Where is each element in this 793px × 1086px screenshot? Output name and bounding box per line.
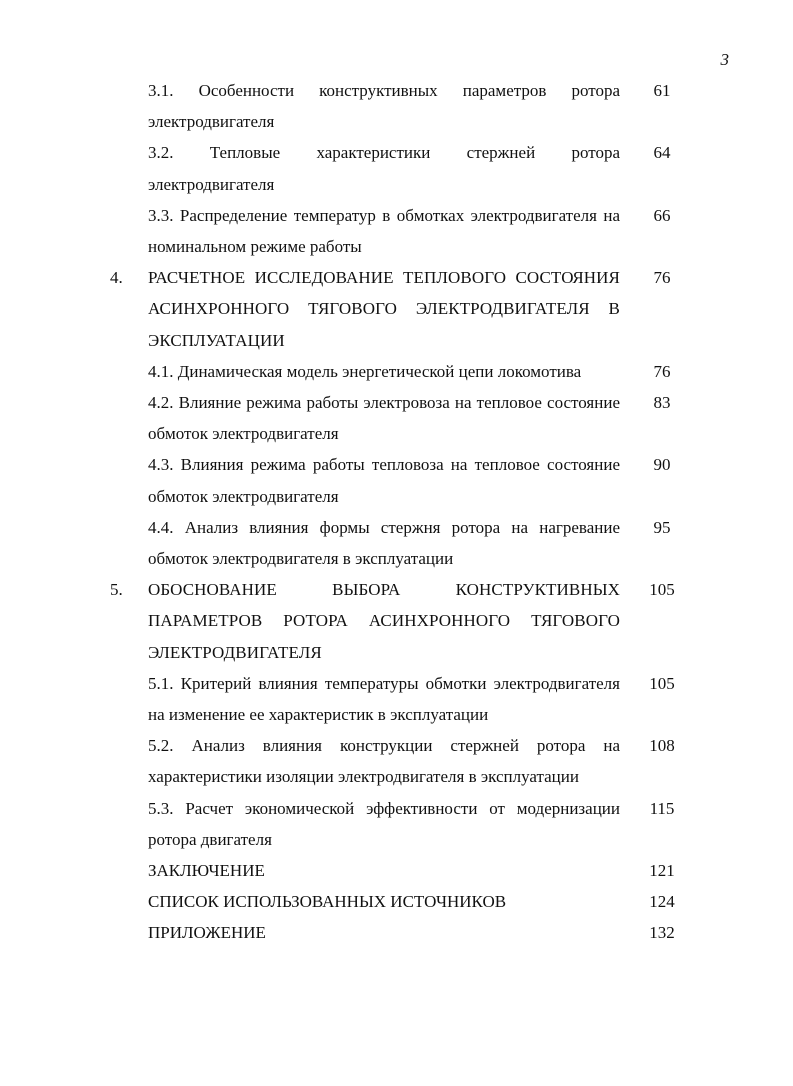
toc-entry-title: ЗАКЛЮЧЕНИЕ	[148, 861, 265, 881]
toc-entry-4	[0, 262, 793, 356]
toc-entry-page: 76	[653, 268, 671, 288]
toc-entry-number: 4.	[110, 268, 123, 288]
toc-entry-title: РАСЧЕТНОЕ ИССЛЕДОВАНИЕ ТЕПЛОВОГО СОСТОЯНИЯ АСИНХРОННОГО ТЯГОВОГО ЭЛЕКТРОДВИГАТЕЛЯ В ЭКСПЛУАТАЦИИ	[148, 268, 620, 350]
toc-entry-3-3	[0, 200, 793, 262]
toc-entry-3-2	[0, 137, 793, 199]
toc-entry-conclusion	[0, 855, 793, 886]
toc-entry-4-1	[0, 356, 793, 387]
toc-entry-4-3	[0, 449, 793, 511]
toc-entry-title: 4.3. Влияния режима работы тепловоза на тепловое состояние обмоток электродвигателя	[148, 455, 620, 506]
toc-entry-page: 132	[649, 923, 675, 943]
toc-entry-page: 83	[653, 393, 671, 413]
toc-entry-page: 124	[649, 892, 675, 912]
toc-entry-title: 4.4. Анализ влияния формы стержня ротора на нагревание обмоток электродвигателя в эксплуатации	[148, 517, 620, 569]
toc-entry-references	[0, 886, 793, 917]
toc-entry-title: 5.3. Расчет экономической эффективности от модернизации ротора двигателя	[148, 798, 620, 849]
toc-entry-page: 108	[649, 736, 675, 756]
toc-entry-page: 105	[649, 580, 675, 600]
toc-entry-page: 64	[653, 143, 671, 163]
toc-entry-4-2	[0, 387, 793, 449]
toc-entry-4-4	[0, 512, 793, 574]
toc-entry-5-3	[0, 793, 793, 855]
toc-entry-5	[0, 574, 793, 668]
toc-entry-title: 5.1. Критерий влияния температуры обмотки электродвигателя на изменение ее характеристик в эксплуатации	[148, 673, 620, 725]
toc-entry-title: 3.1. Особенности конструктивных параметров ротора электродвигателя	[148, 81, 620, 132]
toc-entry-page: 90	[653, 455, 671, 475]
toc-entry-page: 115	[649, 798, 675, 818]
toc-entry-number: 5.	[110, 580, 123, 600]
toc-entry-title: ПРИЛОЖЕНИЕ	[148, 923, 266, 943]
page-number: 3	[720, 50, 729, 69]
toc-entry-page: 66	[653, 205, 671, 225]
toc-entry-appendix	[0, 917, 793, 948]
toc-entry-3-1	[0, 75, 793, 137]
toc-entry-title: СПИСОК ИСПОЛЬЗОВАННЫХ ИСТОЧНИКОВ	[148, 892, 507, 912]
toc-entry-page: 61	[653, 81, 671, 100]
toc-entry-title: ОБОСНОВАНИЕ ВЫБОРА КОНСТРУКТИВНЫХ ПАРАМЕТРОВ РОТОРА АСИНХРОННОГО ТЯГОВОГО ЭЛЕКТРОДВИГАТЕЛЯ	[148, 580, 620, 662]
toc-entry-5-1	[0, 668, 793, 730]
toc-entry-page: 95	[653, 517, 671, 537]
toc-entry-page: 105	[649, 673, 675, 693]
toc-entry-title: 3.2. Тепловые характеристики стержней ротора электродвигателя	[148, 143, 620, 194]
toc-entry-page: 76	[653, 361, 671, 381]
toc-entry-5-2	[0, 730, 793, 792]
toc-entry-title: 4.2. Влияние режима работы электровоза на тепловое состояние обмоток электродвигателя	[148, 393, 620, 444]
toc-entry-title: 3.3. Распределение температур в обмотках электродвигателя на номинальном режиме работы	[148, 205, 620, 257]
toc-entry-title: 4.1. Динамическая модель энергетической цепи локомотива	[148, 361, 582, 381]
table-of-contents	[0, 75, 793, 949]
toc-entry-title: 5.2. Анализ влияния конструкции стержней ротора на характеристики изоляции электродвигателя в эксплуатации	[148, 736, 620, 787]
toc-entry-page: 121	[649, 861, 675, 881]
